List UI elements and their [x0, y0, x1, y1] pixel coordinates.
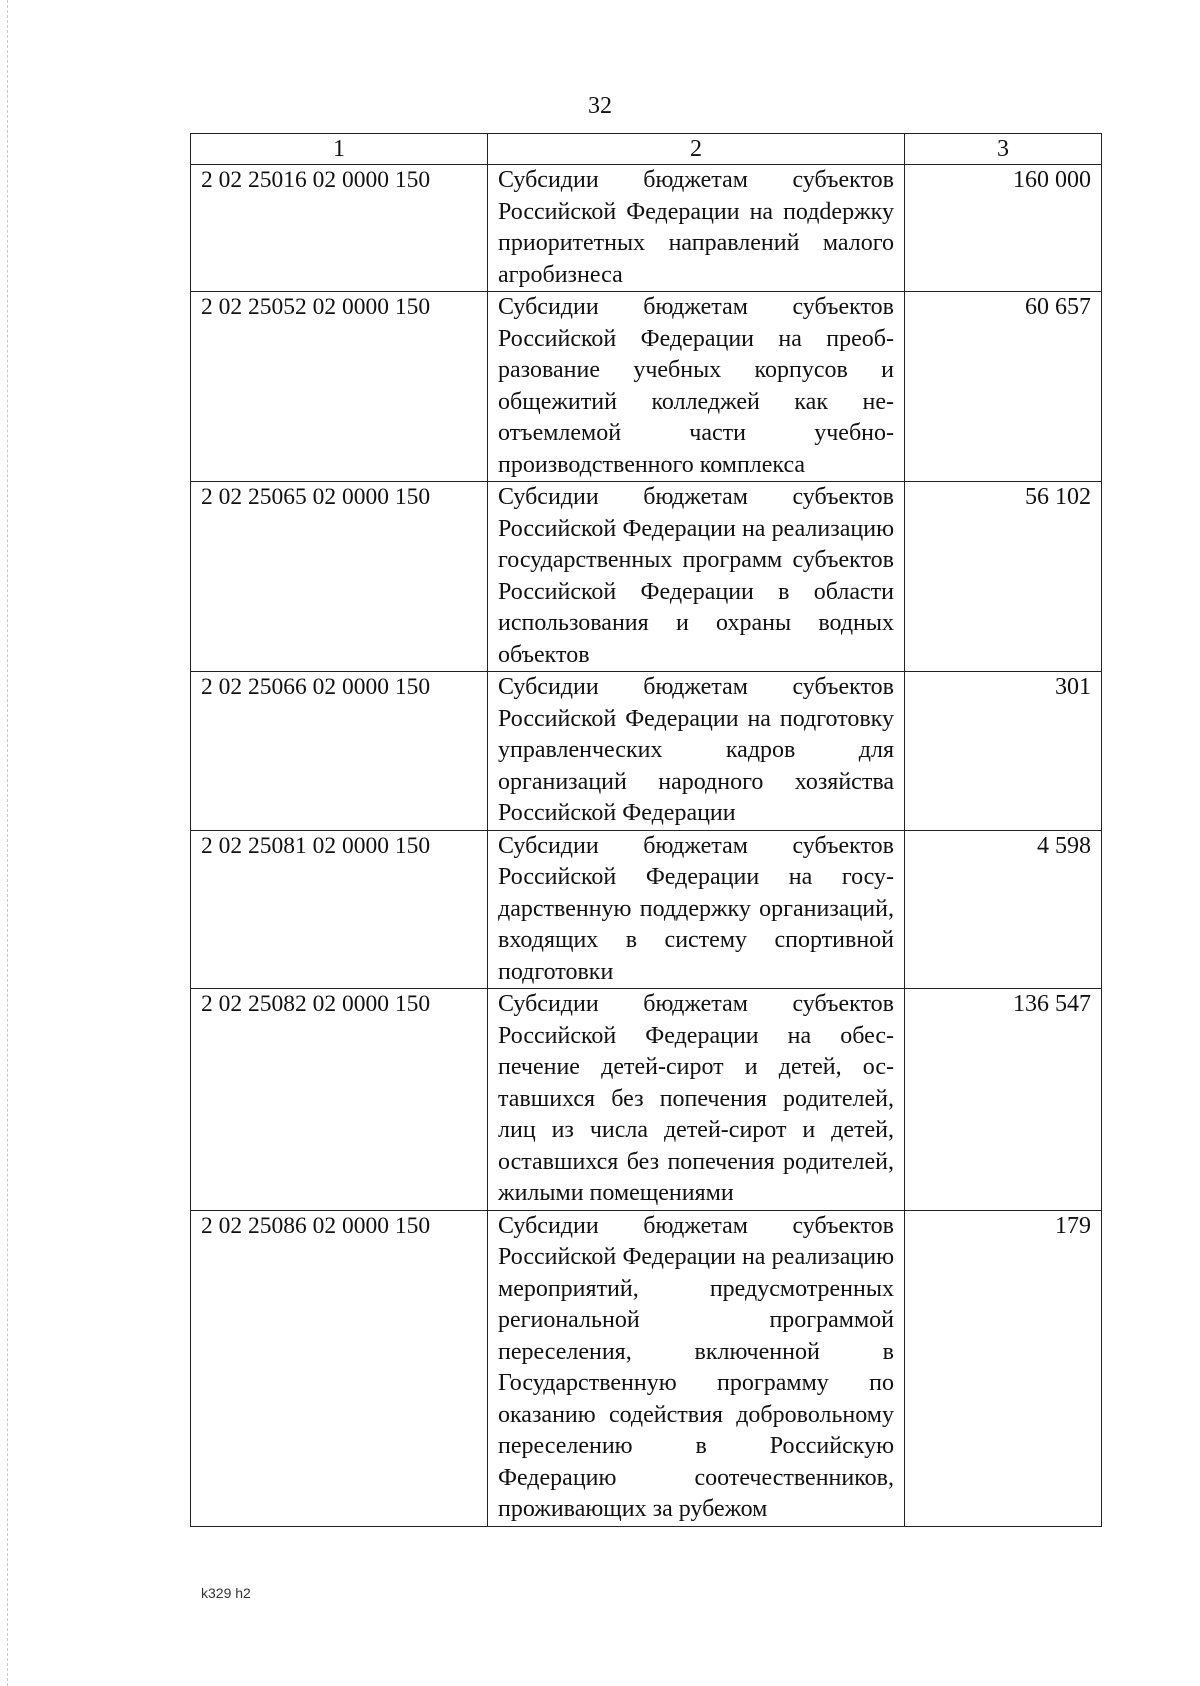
- amount-cell: 60 657: [905, 292, 1102, 482]
- description-cell: Субсидии бюджетам субъектов Российской Федерации на реализацию мероприятий, предусмотренных региональной программой переселения, включенной в Государственную программу по оказанию содействия добровольному переселению в Российскую Федерацию соотечественников, проживающих за рубежом: [488, 1210, 905, 1526]
- table-row: [191, 482, 1102, 672]
- budget-code-cell: 2 02 25066 02 0000 150: [191, 672, 488, 831]
- table-row: [191, 672, 1102, 831]
- table-row: [191, 830, 1102, 989]
- budget-code-cell: 2 02 25082 02 0000 150: [191, 989, 488, 1211]
- table-row: [191, 292, 1102, 482]
- description-cell: Субсидии бюджетам субъектов Российской Федерации на реализацию государственных программ субъектов Российской Федерации в области использования и охраны водных объектов: [488, 482, 905, 672]
- document-footer-code: k329 h2: [201, 1585, 251, 1601]
- table-row: [191, 989, 1102, 1211]
- amount-cell: 301: [905, 672, 1102, 831]
- description-cell: Субсидии бюджетам субъектов Российской Федерации на подdержку приоритетных направлений малого агробизнеса: [488, 165, 905, 292]
- amount-cell: 179: [905, 1210, 1102, 1526]
- budget-code-cell: 2 02 25016 02 0000 150: [191, 165, 488, 292]
- description-cell: Субсидии бюджетам субъектов Российской Федерации на подготовку управленческих кадров для организаций народного хозяйства Российской Федерации: [488, 672, 905, 831]
- column-header-2: 2: [488, 134, 905, 165]
- amount-cell: 160 000: [905, 165, 1102, 292]
- budget-table: [190, 133, 1102, 1527]
- amount-cell: 56 102: [905, 482, 1102, 672]
- table-row: [191, 165, 1102, 292]
- budget-code-cell: 2 02 25086 02 0000 150: [191, 1210, 488, 1526]
- budget-code-cell: 2 02 25065 02 0000 150: [191, 482, 488, 672]
- budget-code-cell: 2 02 25052 02 0000 150: [191, 292, 488, 482]
- table-header-row: [191, 134, 1102, 165]
- page-number: 32: [588, 93, 612, 119]
- description-cell: Субсидии бюджетам субъектов Российской Федерации на преобразование учебных корпусов и общежитий колледжей как неотъемлемой части учебно-производственного комплекса: [488, 292, 905, 482]
- column-header-3: 3: [905, 134, 1102, 165]
- column-header-1: 1: [191, 134, 488, 165]
- amount-cell: 136 547: [905, 989, 1102, 1211]
- table-row: [191, 1210, 1102, 1526]
- scan-edge-line: [7, 0, 8, 1686]
- amount-cell: 4 598: [905, 830, 1102, 989]
- description-cell: Субсидии бюджетам субъектов Российской Федерации на государственную поддержку организаций, входящих в систему спортивной подготовки: [488, 830, 905, 989]
- description-cell: Субсидии бюджетам субъектов Российской Федерации на обеспечение детей-сирот и детей, оставшихся без попечения родителей, лиц из числа детей-сирот и детей, оставшихся без попечения родителей, жилыми помещениями: [488, 989, 905, 1211]
- budget-code-cell: 2 02 25081 02 0000 150: [191, 830, 488, 989]
